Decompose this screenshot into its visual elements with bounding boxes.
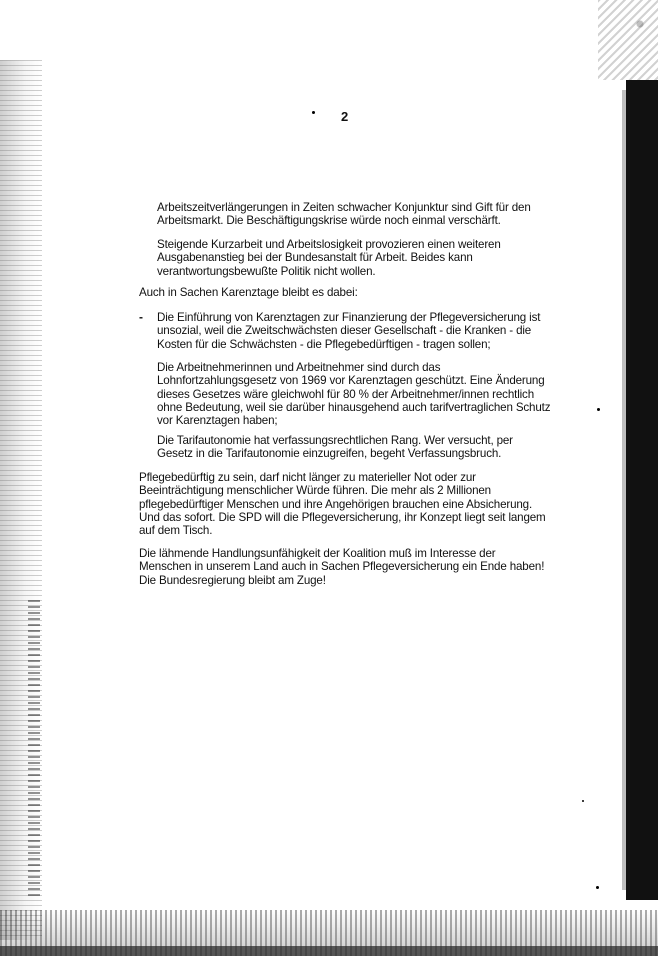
scan-edge-right [626,80,658,900]
paragraph-karenztage-intro: Auch in Sachen Karenztage bleibt es dabei: [139,286,358,299]
scan-speck [312,111,315,114]
scan-speck [582,800,584,802]
paragraph-arbeitszeit: Arbeitszeitverlängerungen in Zeiten schwacher Konjunktur sind Gift für den Arbeitsmarkt. Die Beschäftigungskrise würde noch einmal verschärft. [157,201,531,228]
paragraph-einfuehrung-karenztage: Die Einführung von Karenztagen zur Finanzierung der Pflegeversicherung ist unsozial, weil die Zweitschwächsten dieser Gesellschaft - die Kranken - die Kosten für die Schwächsten - die Pflegebedürftigen - tragen sollen; [157,311,541,351]
paragraph-kurzarbeit: Steigende Kurzarbeit und Arbeitslosigkeit provozieren einen weiteren Ausgabenanstieg bei der Bundesanstalt für Arbeit. Beides kann verantwortungsbewußte Politik nicht wollen. [157,238,501,278]
bullet-marker: - [139,310,143,324]
paragraph-pflegebeduerftig: Pflegebedürftig zu sein, darf nicht länger zu materieller Not oder zur Beeinträchtigung menschlicher Würde führen. Die mehr als 2 Millionen pflegebedürftiger Menschen und ihre Angehörigen brauchen eine Absicherung. Und das sofort. Die SPD will die Pflegeversicherung, ihr Konzept liegt seit langem auf dem Tisch. [139,471,546,538]
page-number: 2 [341,109,349,124]
paragraph-lohnfortzahlung: Die Arbeitnehmerinnen und Arbeitnehmer sind durch das Lohnfortzahlungsgesetz von 1969 vor Karenztagen geschützt. Eine Änderung dieses Gesetzes wäre gleichwohl für 80 % der Arbeitnehmer/innen rechtlich ohne Bedeutung, weil sie darüber hinausgehend auch tarifvertraglichen Schutz vor Karenztagen haben; [157,361,551,428]
scan-speck [597,408,600,411]
scan-edge-left-dark [28,600,40,900]
scan-edge-right-fade [622,90,626,890]
scan-edge-bottom-solid [0,946,658,956]
scan-speck [596,886,599,889]
scan-corner-noise [598,0,658,80]
paragraph-koalition: Die lähmende Handlungsunfähigkeit der Koalition muß im Interesse der Menschen in unserem Land auch in Sachen Pflegeversicherung ein Ende haben! Die Bundesregierung bleibt am Zuge! [139,547,545,587]
paragraph-tarifautonomie: Die Tarifautonomie hat verfassungsrechtlichen Rang. Wer versucht, per Gesetz in die Tarifautonomie einzugreifen, begeht Verfassungsbruch. [157,434,513,461]
